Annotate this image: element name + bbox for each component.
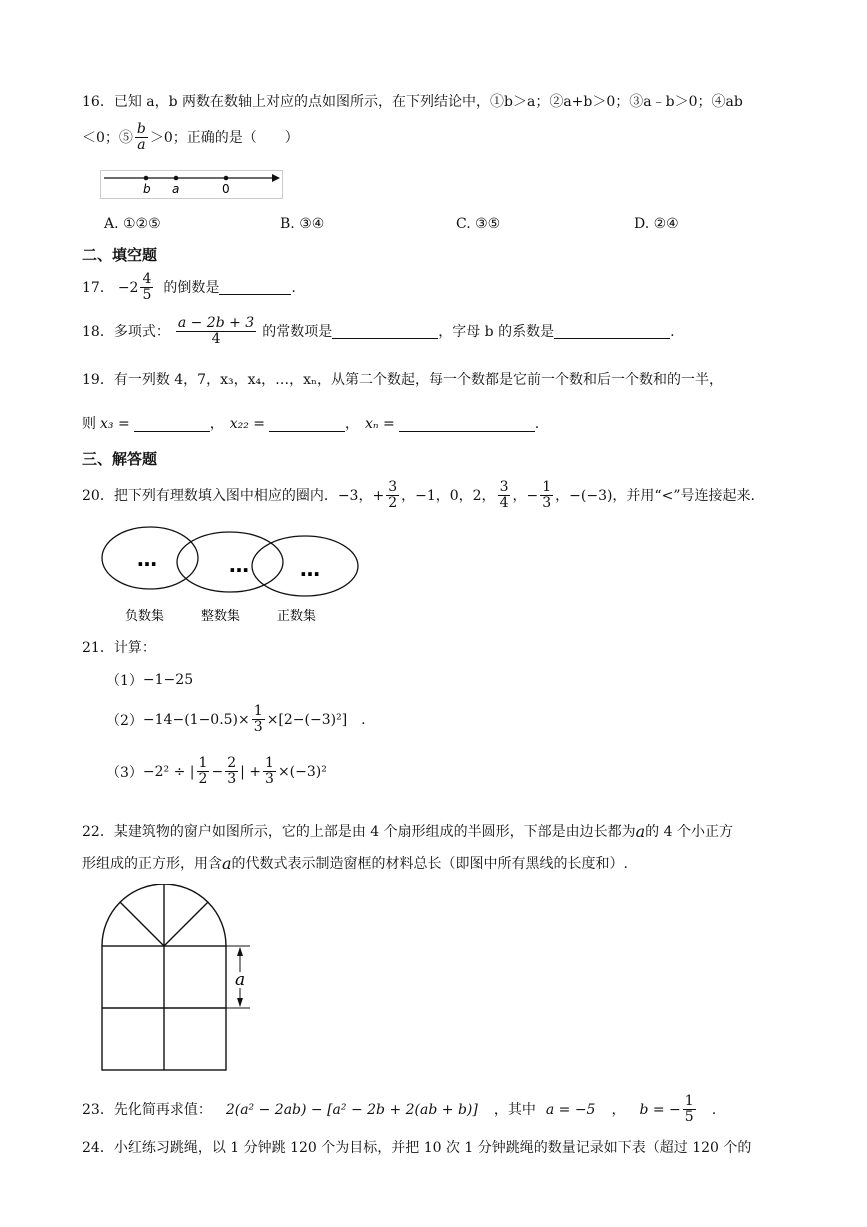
q21-title: 21．计算：: [82, 640, 156, 656]
q20-text-c: ，−: [512, 487, 539, 504]
q16-option-c: C. ③⑤: [456, 216, 501, 232]
q19-x22: x₂₂ =: [229, 416, 266, 432]
q21-p3-b: | +: [240, 763, 262, 780]
venn-dots-negative: …: [137, 547, 157, 571]
axis-label-b: b: [143, 182, 151, 196]
q21-p2-label: （2）: [106, 712, 143, 729]
q16-option-d: D. ②④: [634, 216, 679, 232]
q16-line2-a: ＜0；⑤: [82, 129, 133, 146]
q20-f3-num: 1: [542, 479, 552, 495]
q20-text-b: ，−1，0，2，: [401, 487, 496, 504]
q23-b-den: 5: [684, 1109, 694, 1125]
q18-text1: 的常数项是: [262, 323, 333, 340]
q18-num: a − 2b + 3: [177, 315, 255, 331]
q16-option-b: B. ③④: [280, 216, 325, 232]
q23-b-prefix: b = −: [639, 1101, 681, 1118]
q18-end: .: [670, 323, 675, 340]
q23-where: ，其中: [493, 1101, 536, 1118]
q21-p3-a: −2² ÷ |: [142, 763, 195, 780]
q21-p2-frac: [252, 704, 265, 735]
q23-expr: 2(a² − 2ab) − [a² − 2b + 2(ab + b)]: [225, 1101, 478, 1118]
q21-p3-frac1: [197, 756, 210, 787]
venn-diagram: [100, 522, 365, 628]
q19-line2: [82, 414, 539, 434]
q16-line2: [82, 122, 299, 153]
venn-label-integer: 整数集: [201, 609, 241, 624]
venn-label-negative: 负数集: [125, 609, 165, 624]
q23: [82, 1094, 716, 1125]
q19-x3: x₃ =: [100, 416, 130, 432]
q22-line1-a: 22．某建筑物的窗户如图所示，它的上部是由 4 个扇形组成的半圆形，下部是由边长都为: [82, 824, 636, 840]
q17: [82, 272, 296, 303]
q19-sep2: ，: [345, 416, 360, 432]
q17-fraction: [140, 272, 153, 303]
q17-end: .: [291, 279, 296, 296]
q21-part2: [106, 704, 366, 735]
section-fill-in: 二、填空题: [82, 246, 158, 264]
q20-f1-num: 3: [388, 479, 398, 495]
q16-line1: 16．已知 a，b 两数在数轴上对应的点如图所示，在下列结论中，①b＞a；②a+b＞0；③a﹣b＞0；④ab: [82, 94, 743, 110]
q17-prefix: 17．: [82, 279, 114, 296]
q16-frac-num: b: [136, 121, 146, 137]
q22-line1-b: 的 4 个小正方: [645, 824, 733, 840]
q18-den: 4: [211, 331, 221, 347]
q19-sep1: ，: [209, 416, 224, 432]
q19-x3-blank[interactable]: [134, 417, 210, 432]
q17-text: 的倒数是: [163, 279, 220, 296]
q21-p2-end: .: [361, 711, 366, 728]
q17-whole: −2: [117, 279, 139, 296]
venn-dots-integer: …: [229, 553, 249, 577]
q19-x22-blank[interactable]: [269, 417, 345, 432]
q20-f2-num: 3: [499, 479, 509, 495]
q18-coefficient-blank[interactable]: [554, 324, 670, 339]
q20-frac-1: [386, 480, 399, 511]
q20: [82, 480, 755, 511]
q20-text-a: 20．把下列有理数填入图中相应的圈内．−3，+: [82, 487, 385, 504]
q21-p2-b: ×[2−(−3)²]: [266, 711, 348, 728]
q21-p3-c: ×(−3)²: [277, 763, 327, 780]
axis-label-zero: 0: [222, 182, 230, 196]
q16-fraction: [135, 122, 148, 153]
q22-line2-a: 形组成的正方形，用含: [82, 856, 222, 872]
dimension-label-a: a: [235, 970, 246, 990]
q21-part3: [106, 756, 327, 787]
q21-p3-frac3: [263, 756, 276, 787]
q18-prefix: 18．多项式：: [82, 323, 170, 340]
axis-label-a: a: [172, 182, 180, 196]
q22-var-a-1: a: [635, 822, 646, 841]
q17-answer-blank[interactable]: [219, 280, 291, 295]
q23-b-num: 1: [684, 1093, 694, 1109]
q23-end: .: [711, 1101, 717, 1118]
q19-then: 则: [82, 416, 96, 432]
q20-text-d: ，−(−3)，并用“<”号连接起来.: [555, 487, 755, 504]
q19-line1: 19．有一列数 4，7，x₃，x₄，…，xₙ，从第二个数起，每一个数都是它前一个数和后一个数和的一半，: [82, 372, 724, 388]
q21-p3-frac2: [225, 756, 238, 787]
number-line-figure: [100, 170, 284, 200]
q19-xn: xₙ =: [365, 416, 395, 432]
q23-prefix: 23．先化简再求值：: [82, 1101, 212, 1118]
q20-f3-den: 3: [542, 495, 552, 511]
q17-den: 5: [142, 287, 152, 303]
q19-xn-blank[interactable]: [399, 417, 535, 432]
q21-p3-f2-den: 3: [227, 771, 237, 787]
q23-b-frac: [683, 1094, 696, 1125]
q21-p1-expr: −1−25: [142, 672, 194, 688]
q20-f1-den: 2: [388, 495, 398, 511]
q22-line2: [82, 854, 628, 874]
q19-end: .: [534, 416, 540, 432]
q21-p3-f3-den: 3: [265, 771, 274, 787]
dimension-arrow-up-icon: [237, 947, 243, 956]
q23-sep: ，: [611, 1101, 626, 1118]
q21-p3-f2-num: 2: [227, 755, 237, 771]
venn-dots-positive: …: [300, 557, 320, 581]
q16-option-a: A. ①②⑤: [104, 216, 161, 232]
q18-fraction: [176, 316, 256, 347]
q22-var-a-2: a: [222, 854, 232, 873]
q23-a-value: a = −5: [545, 1101, 596, 1118]
q16-frac-den: a: [137, 137, 146, 153]
q21-p3-f3-num: 1: [265, 755, 274, 771]
window-figure: [98, 884, 258, 1076]
venn-svg: [100, 522, 365, 628]
q18-text2: ，字母 b 的系数是: [438, 323, 555, 340]
q18: [82, 316, 675, 347]
venn-label-positive: 正数集: [277, 609, 317, 624]
section-answer: 三、解答题: [82, 450, 158, 468]
q21-p2-a: −14−(1−0.5)×: [142, 711, 250, 728]
q24-line1: 24．小红练习跳绳，以 1 分钟跳 120 个为目标，并把 10 次 1 分钟跳绳的数量记录如下表（超过 120 个的: [82, 1140, 752, 1156]
q20-frac-2: [498, 480, 511, 511]
q21-part1: [106, 670, 193, 690]
q21-p3-f1-den: 2: [198, 771, 208, 787]
q16-line2-b: ＞0；正确的是（ ）: [149, 129, 299, 146]
dimension-arrow-down-icon: [237, 998, 243, 1007]
q20-f2-den: 4: [499, 495, 509, 511]
window-svg: [98, 884, 258, 1076]
q17-num: 4: [142, 271, 152, 287]
q22-line1: [82, 822, 733, 842]
q21-p3-mid: −: [211, 763, 224, 780]
q21-p2-den: 3: [253, 719, 263, 735]
q22-line2-b: 的代数式表示制造窗框的材料总长（即图中所有黑线的长度和）.: [231, 856, 628, 872]
number-line-svg: [100, 170, 284, 200]
q21-p2-num: 1: [253, 703, 263, 719]
q18-constant-blank[interactable]: [332, 324, 438, 339]
q21-p3-f1-num: 1: [198, 755, 208, 771]
q21-p1-label: （1）: [106, 673, 143, 689]
q21-p3-label: （3）: [106, 764, 143, 781]
q20-frac-3: [540, 480, 553, 511]
